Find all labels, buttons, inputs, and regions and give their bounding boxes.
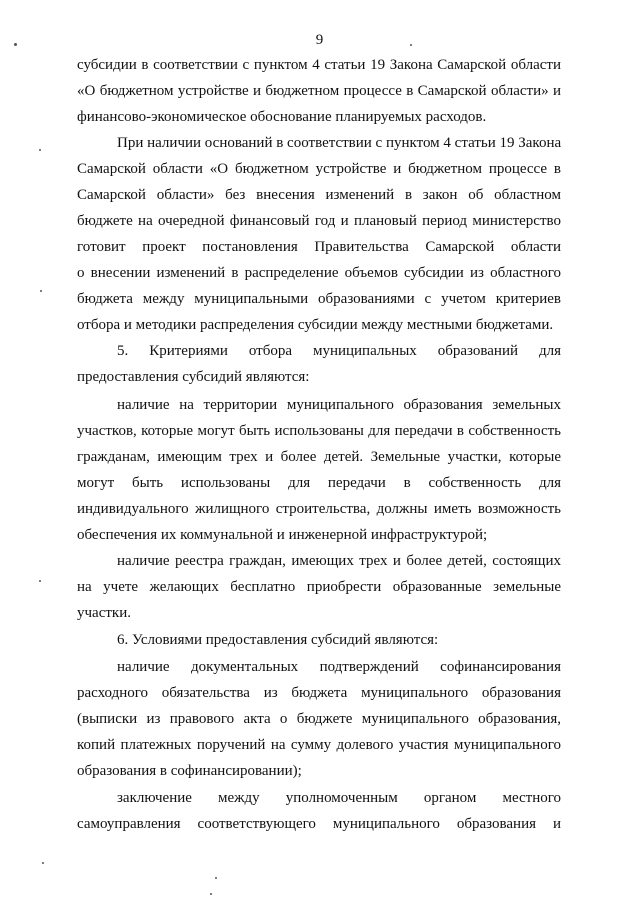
text-line: Самарской области «О бюджетном устройстве и бюджетном процессе в [77, 161, 561, 177]
scan-speck [42, 862, 44, 864]
scan-speck [410, 44, 412, 46]
text-line: наличие документальных подтверждений софинансирования [117, 659, 561, 675]
text-line: субсидии в соответствии с пунктом 4 статьи 19 Закона Самарской области [77, 57, 561, 73]
text-line: финансово-экономическое обоснование планируемых расходов. [77, 109, 487, 125]
text-line: копий платежных поручений на сумму долевого участия муниципального [77, 737, 561, 753]
text-line: 6. Условиями предоставления субсидий являются: [117, 632, 439, 648]
scan-speck [210, 893, 212, 895]
text-line: участков, которые могут быть использованы для передачи в собственность [77, 423, 561, 439]
scan-speck [40, 290, 42, 292]
text-line: расходного обязательства из бюджета муниципального образования [77, 685, 561, 701]
text-line: о внесении изменений в распределение объемов субсидии из областного [77, 265, 561, 281]
page-number: 9 [315, 32, 324, 48]
scan-speck [215, 877, 217, 879]
text-line: самоуправления соответствующего муниципального образования и [77, 816, 561, 832]
text-line: наличие реестра граждан, имеющих трех и более детей, состоящих [117, 553, 561, 569]
scan-speck [14, 43, 17, 46]
text-line: предоставления субсидий являются: [77, 369, 310, 385]
text-line: (выписки из правового акта о бюджете муниципального образования, [77, 711, 561, 727]
text-line: наличие на территории муниципального образования земельных [117, 397, 561, 413]
text-line: готовит проект постановления Правительства Самарской области [77, 239, 561, 255]
text-line: на учете желающих бесплатно приобрести образованные земельные [77, 579, 561, 595]
text-line: 5. Критериями отбора муниципальных образований для [117, 343, 561, 359]
text-line: образования в софинансировании); [77, 763, 302, 779]
text-line: При наличии оснований в соответствии с пунктом 4 статьи 19 Закона [117, 135, 562, 151]
text-line: бюджета между муниципальными образованиями с учетом критериев [77, 291, 561, 307]
text-line: отбора и методики распределения субсидии между местными бюджетами. [77, 317, 554, 333]
text-line: бюджете на очередной финансовый год и плановый период министерство [77, 213, 561, 229]
text-line: индивидуального жилищного строительства, должны иметь возможность [77, 501, 561, 517]
scan-speck [39, 149, 41, 151]
scan-speck [39, 580, 41, 582]
text-line: Самарской области» без внесения изменений в закон об областном [77, 187, 561, 203]
text-line: «О бюджетном устройстве и бюджетном процессе в Самарской области» и [77, 83, 561, 99]
text-line: могут быть использованы для передачи в собственность для [77, 475, 561, 491]
text-line: участки. [77, 605, 131, 621]
text-line: заключение между уполномоченным органом местного [117, 790, 561, 806]
text-line: гражданам, имеющим трех и более детей. Земельные участки, которые [77, 449, 561, 465]
text-line: обеспечения их коммунальной и инженерной инфраструктурой; [77, 527, 488, 543]
